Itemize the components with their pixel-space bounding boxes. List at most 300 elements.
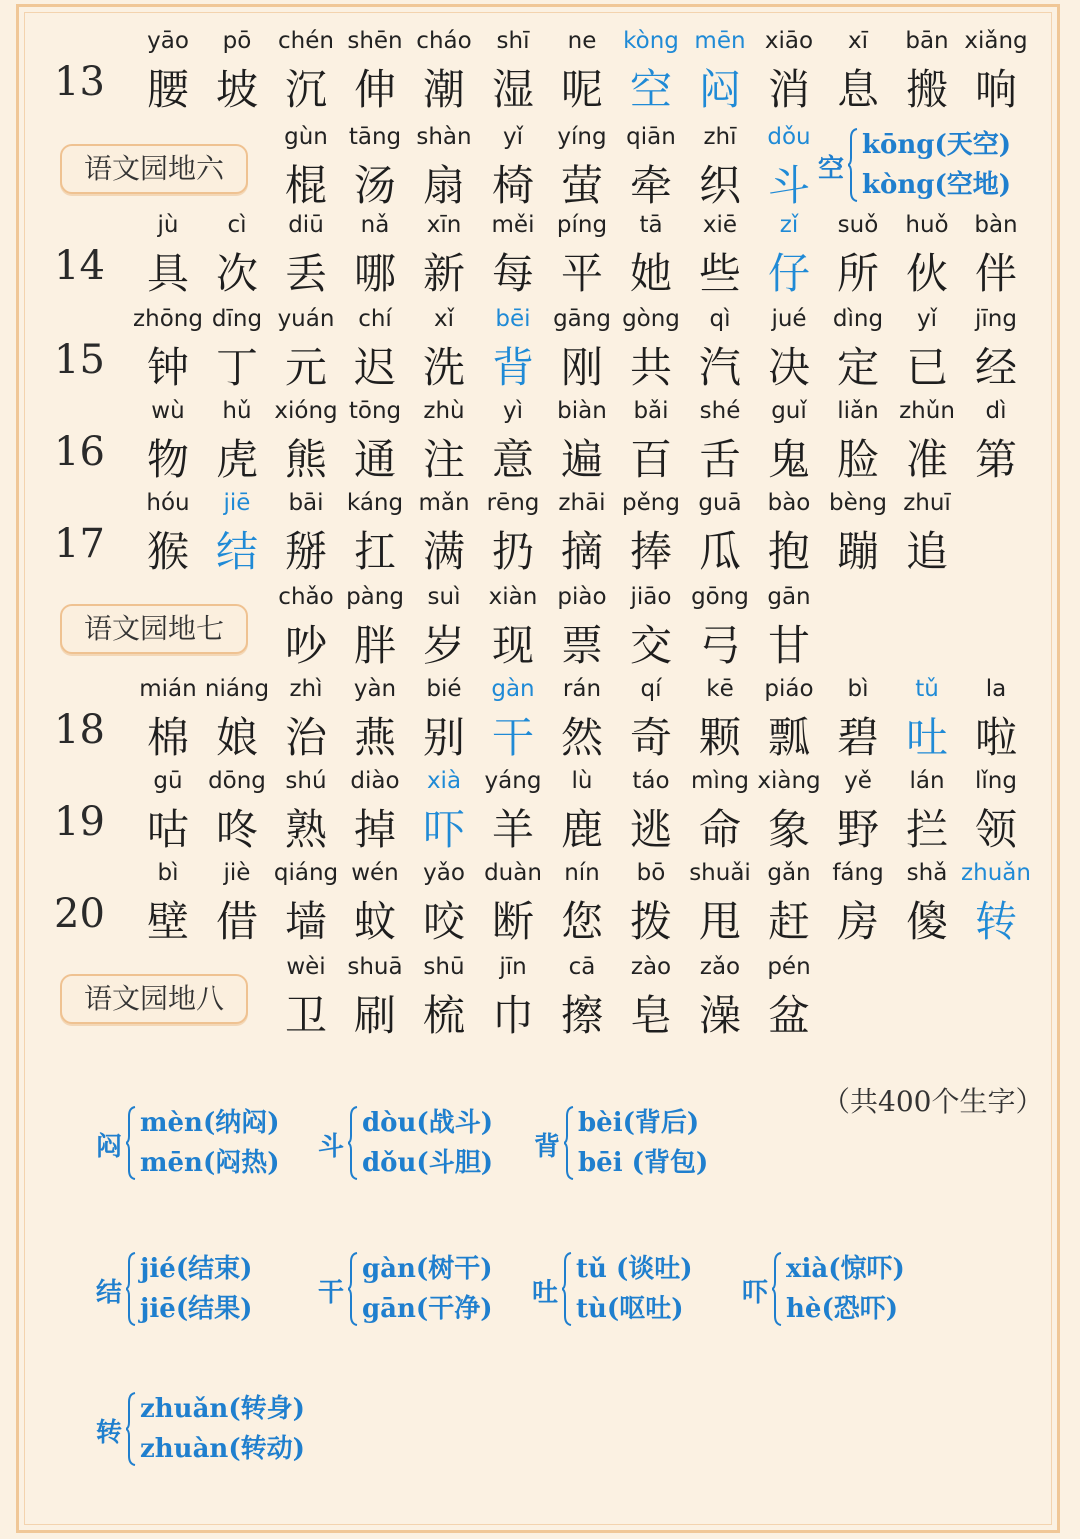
pinyin: diū — [288, 212, 324, 238]
hanzi: 坡 — [215, 65, 258, 114]
hanzi: 萤 — [560, 161, 603, 210]
char-row — [0, 766, 1080, 858]
hanzi: 织 — [698, 161, 741, 210]
pinyin: xióng — [274, 398, 338, 424]
polyphone-group — [318, 1098, 518, 1194]
pinyin: dì — [985, 398, 1007, 424]
pinyin: guǐ — [771, 398, 807, 424]
pinyin: zhuī — [903, 490, 951, 516]
pinyin: káng — [346, 490, 404, 516]
pinyin: yì — [502, 398, 523, 424]
polyphone-reading-1: dòu(战斗) — [362, 1108, 494, 1138]
pinyin: dīng — [211, 306, 263, 332]
pinyin: bié — [426, 676, 462, 702]
pinyin: xī — [847, 28, 868, 54]
brace-icon — [348, 1252, 358, 1326]
hanzi: 追 — [905, 527, 948, 576]
pinyin: zhuǎn — [961, 860, 1031, 886]
pinyin: bì — [157, 860, 179, 886]
polyphone-char: 干 — [318, 1278, 345, 1308]
pinyin: mēn — [694, 28, 746, 54]
hanzi: 摘 — [560, 527, 603, 576]
hanzi: 掉 — [353, 805, 396, 854]
hanzi: 消 — [767, 65, 810, 114]
pinyin: zhāi — [558, 490, 606, 516]
pinyin: yě — [844, 768, 872, 794]
brace-icon — [848, 128, 858, 202]
hanzi: 虎 — [215, 435, 258, 484]
char-row — [0, 210, 1080, 302]
hanzi: 领 — [974, 805, 1017, 854]
brace-icon — [126, 1252, 136, 1326]
hanzi: 弓 — [698, 621, 741, 670]
hanzi: 啦 — [974, 713, 1017, 762]
pinyin: niáng — [204, 676, 270, 702]
polyphone-char: 转 — [96, 1418, 123, 1448]
polyphone-char: 结 — [96, 1278, 123, 1308]
polyphone-reading-2: zhuàn(转动) — [140, 1434, 305, 1464]
pinyin: tāng — [348, 124, 402, 150]
section-badge: 语文园地六 — [60, 144, 248, 194]
hanzi: 息 — [836, 65, 879, 114]
polyphone-char: 吐 — [532, 1278, 559, 1308]
pinyin: bān — [905, 28, 949, 54]
pinyin: yuán — [277, 306, 335, 332]
pinyin: píng — [556, 212, 608, 238]
polyphone-reading-1: bèi(背后) — [578, 1108, 700, 1138]
polyphone-reading-1: kōng(天空) — [862, 130, 1012, 160]
hanzi: 准 — [905, 435, 948, 484]
hanzi: 碧 — [836, 713, 879, 762]
hanzi: 您 — [560, 897, 603, 946]
lesson-number: 16 — [54, 429, 105, 475]
hanzi: 伙 — [905, 249, 948, 298]
pinyin: shuā — [347, 954, 403, 980]
polyphone-reading-2: gān(干净) — [362, 1294, 493, 1324]
hanzi: 钟 — [146, 343, 189, 392]
char-row — [0, 26, 1080, 118]
hanzi: 捧 — [629, 527, 672, 576]
polyphone-char: 闷 — [96, 1132, 123, 1162]
hanzi: 熊 — [284, 435, 327, 484]
hanzi: 具 — [146, 249, 189, 298]
lesson-number: 13 — [54, 59, 105, 105]
hanzi: 咬 — [422, 897, 465, 946]
pinyin: shàn — [416, 124, 472, 150]
hanzi: 伸 — [353, 65, 396, 114]
hanzi: 扛 — [353, 527, 396, 576]
pinyin: zǐ — [779, 212, 799, 238]
pinyin: yǐ — [502, 124, 523, 150]
polyphone-reading-2: hè(恐吓) — [786, 1294, 899, 1324]
hanzi: 扇 — [422, 161, 465, 210]
hanzi: 壁 — [146, 897, 189, 946]
char-row — [0, 488, 1080, 580]
char-cell — [961, 674, 1031, 766]
hanzi: 奇 — [629, 713, 672, 762]
pinyin: kòng — [623, 28, 679, 54]
brace-icon — [348, 1106, 358, 1180]
pinyin: liǎn — [837, 398, 879, 424]
char-row — [0, 952, 1080, 1044]
hanzi: 墙 — [284, 897, 327, 946]
pinyin: jué — [771, 306, 807, 332]
polyphone-reading-2: dǒu(斗胆) — [362, 1148, 494, 1178]
hanzi: 断 — [491, 897, 534, 946]
inline-polyphone-kong — [818, 120, 1028, 216]
polyphone-reading-2: bēi (背包) — [578, 1148, 709, 1178]
pinyin: mǎn — [418, 490, 470, 516]
hanzi: 熟 — [284, 805, 327, 854]
hanzi: 现 — [491, 621, 534, 670]
pinyin: huǒ — [905, 212, 949, 238]
pinyin: duàn — [484, 860, 542, 886]
pinyin: shú — [285, 768, 327, 794]
polyphone-reading-1: mèn(纳闷) — [140, 1108, 280, 1138]
pinyin: biàn — [557, 398, 607, 424]
pinyin: gòng — [622, 306, 680, 332]
pinyin: xià — [426, 768, 462, 794]
hanzi: 盆 — [767, 991, 810, 1040]
hanzi: 甩 — [698, 897, 741, 946]
pinyin: zhī — [703, 124, 737, 150]
polyphone-reading-2: tù(呕吐) — [576, 1294, 684, 1324]
pinyin: fáng — [832, 860, 884, 886]
hanzi: 然 — [560, 713, 603, 762]
pinyin: chén — [278, 28, 334, 54]
hanzi: 通 — [353, 435, 396, 484]
hanzi: 共 — [629, 343, 672, 392]
char-cell — [961, 396, 1031, 488]
polyphone-reading-2: mēn(闷热) — [140, 1148, 280, 1178]
polyphone-group — [532, 1244, 732, 1340]
polyphone-group — [742, 1244, 942, 1340]
hanzi: 响 — [974, 65, 1017, 114]
hanzi: 瓢 — [767, 713, 810, 762]
polyphone-char: 斗 — [318, 1132, 345, 1162]
pinyin: dōng — [208, 768, 266, 794]
pinyin: bēi — [495, 306, 531, 332]
pinyin: gàn — [491, 676, 535, 702]
pinyin: yíng — [557, 124, 607, 150]
hanzi: 些 — [698, 249, 741, 298]
hanzi: 刚 — [560, 343, 603, 392]
hanzi: 斗 — [767, 161, 810, 210]
pinyin: xǐ — [433, 306, 454, 332]
pinyin: tōng — [348, 398, 402, 424]
hanzi: 意 — [491, 435, 534, 484]
pinyin: chí — [358, 306, 392, 332]
brace-icon — [562, 1252, 572, 1326]
pinyin: xiē — [702, 212, 738, 238]
hanzi: 潮 — [422, 65, 465, 114]
polyphone-reading-1: tǔ (谈吐) — [576, 1254, 693, 1284]
polyphone-group — [96, 1384, 305, 1480]
pinyin: qiān — [626, 124, 676, 150]
lesson-number: 15 — [54, 337, 105, 383]
pinyin: yāo — [147, 28, 189, 54]
pinyin: tǔ — [915, 676, 939, 702]
pinyin: jù — [157, 212, 179, 238]
pinyin: bàn — [974, 212, 1018, 238]
hanzi: 物 — [146, 435, 189, 484]
pinyin: suì — [427, 584, 461, 610]
hanzi: 甘 — [767, 621, 810, 670]
char-cell — [754, 952, 824, 1044]
pinyin: shū — [423, 954, 465, 980]
pinyin: shēn — [347, 28, 403, 54]
pinyin: yǐ — [916, 306, 937, 332]
hanzi: 百 — [629, 435, 672, 484]
hanzi: 转 — [974, 897, 1017, 946]
hanzi: 蚊 — [353, 897, 396, 946]
section-badge: 语文园地八 — [60, 974, 248, 1024]
hanzi: 汤 — [353, 161, 396, 210]
hanzi: 决 — [767, 343, 810, 392]
pinyin: xiàng — [757, 768, 821, 794]
hanzi: 闷 — [698, 65, 741, 114]
polyphone-reading-1: xià(惊吓) — [786, 1254, 905, 1284]
char-cell — [961, 26, 1031, 118]
hanzi: 咕 — [146, 805, 189, 854]
hanzi: 结 — [215, 527, 258, 576]
hanzi: 梳 — [422, 991, 465, 1040]
hanzi: 票 — [560, 621, 603, 670]
pinyin: mìng — [691, 768, 749, 794]
hanzi: 抱 — [767, 527, 810, 576]
lesson-number: 14 — [54, 243, 105, 289]
hanzi: 吓 — [422, 805, 465, 854]
pinyin: gǎn — [767, 860, 811, 886]
hanzi: 满 — [422, 527, 465, 576]
hanzi: 借 — [215, 897, 258, 946]
hanzi: 丢 — [284, 249, 327, 298]
hanzi: 猴 — [146, 527, 189, 576]
hanzi: 搬 — [905, 65, 948, 114]
char-row — [0, 582, 1080, 674]
hanzi: 新 — [422, 249, 465, 298]
hanzi: 野 — [836, 805, 879, 854]
pinyin: suǒ — [837, 212, 879, 238]
pinyin: qì — [709, 306, 731, 332]
pinyin: pěng — [622, 490, 680, 516]
hanzi: 别 — [422, 713, 465, 762]
hanzi: 干 — [491, 713, 534, 762]
hanzi: 沉 — [284, 65, 327, 114]
pinyin: yàn — [353, 676, 397, 702]
char-cell — [754, 582, 824, 674]
hanzi: 交 — [629, 621, 672, 670]
pinyin: wén — [351, 860, 399, 886]
pinyin: lán — [909, 768, 945, 794]
hanzi: 象 — [767, 805, 810, 854]
char-cell — [961, 766, 1031, 858]
hanzi: 巾 — [491, 991, 534, 1040]
pinyin: jīng — [975, 306, 1017, 332]
pinyin: jiāo — [630, 584, 672, 610]
pinyin: hǔ — [222, 398, 252, 424]
pinyin: cháo — [416, 28, 472, 54]
hanzi: 赶 — [767, 897, 810, 946]
pinyin: gāng — [553, 306, 611, 332]
hanzi: 傻 — [905, 897, 948, 946]
pinyin: pō — [222, 28, 252, 54]
hanzi: 娘 — [215, 713, 258, 762]
pinyin: yǎo — [423, 860, 465, 886]
hanzi: 注 — [422, 435, 465, 484]
pinyin: zhǔn — [899, 398, 955, 424]
pinyin: shuǎi — [689, 860, 751, 886]
polyphone-char: 空 — [818, 154, 845, 184]
polyphone-char: 吓 — [742, 1278, 769, 1308]
hanzi: 卫 — [284, 991, 327, 1040]
hanzi: 瓜 — [698, 527, 741, 576]
pinyin: lǐng — [975, 768, 1017, 794]
hanzi: 拨 — [629, 897, 672, 946]
pinyin: gū — [153, 768, 183, 794]
pinyin: tā — [639, 212, 663, 238]
polyphone-group — [96, 1098, 296, 1194]
lesson-number: 20 — [54, 891, 105, 937]
polyphone-group — [534, 1098, 734, 1194]
pinyin: chǎo — [278, 584, 334, 610]
hanzi: 舌 — [698, 435, 741, 484]
hanzi: 腰 — [146, 65, 189, 114]
pinyin: měi — [491, 212, 535, 238]
pinyin: jīn — [499, 954, 527, 980]
hanzi: 遍 — [560, 435, 603, 484]
lesson-number: 19 — [54, 799, 105, 845]
pinyin: qiáng — [273, 860, 339, 886]
polyphone-reading-2: kòng(空地) — [862, 170, 1012, 200]
hanzi: 每 — [491, 249, 534, 298]
pinyin: ne — [567, 28, 597, 54]
char-cell — [961, 210, 1031, 302]
brace-icon — [772, 1252, 782, 1326]
hanzi: 蹦 — [836, 527, 879, 576]
hanzi: 空 — [629, 65, 672, 114]
polyphone-group — [96, 1244, 296, 1340]
hanzi: 牵 — [629, 161, 672, 210]
hanzi: 汽 — [698, 343, 741, 392]
pinyin: gōng — [691, 584, 749, 610]
pinyin: táo — [632, 768, 670, 794]
pinyin: zào — [630, 954, 672, 980]
pinyin: zhì — [289, 676, 323, 702]
hanzi: 第 — [974, 435, 1017, 484]
pinyin: rán — [562, 676, 602, 702]
char-cell — [754, 122, 824, 214]
hanzi: 擦 — [560, 991, 603, 1040]
pinyin: bō — [636, 860, 666, 886]
pinyin: kē — [706, 676, 734, 702]
hanzi: 已 — [905, 343, 948, 392]
polyphone-reading-1: zhuǎn(转身) — [140, 1394, 305, 1424]
hanzi: 棉 — [146, 713, 189, 762]
pinyin: dìng — [832, 306, 884, 332]
hanzi: 定 — [836, 343, 879, 392]
pinyin: jiē — [223, 490, 251, 516]
hanzi: 她 — [629, 249, 672, 298]
char-cell — [961, 304, 1031, 396]
pinyin: xīn — [426, 212, 462, 238]
hanzi: 羊 — [491, 805, 534, 854]
pinyin: yáng — [484, 768, 542, 794]
char-row — [0, 304, 1080, 396]
hanzi: 哪 — [353, 249, 396, 298]
brace-icon — [126, 1392, 136, 1466]
pinyin: rēng — [486, 490, 540, 516]
hanzi: 扔 — [491, 527, 534, 576]
hanzi: 鬼 — [767, 435, 810, 484]
char-row — [0, 674, 1080, 766]
hanzi: 颗 — [698, 713, 741, 762]
hanzi: 咚 — [215, 805, 258, 854]
pinyin: shī — [496, 28, 530, 54]
hanzi: 丁 — [215, 343, 258, 392]
pinyin: zhù — [423, 398, 465, 424]
pinyin: jiè — [223, 860, 251, 886]
hanzi: 皂 — [629, 991, 672, 1040]
polyphone-reading-1: jié(结束) — [140, 1254, 253, 1284]
hanzi: 吐 — [905, 713, 948, 762]
pinyin: piáo — [764, 676, 814, 702]
pinyin: bèng — [829, 490, 887, 516]
lesson-number: 17 — [54, 521, 105, 567]
char-cell — [892, 488, 962, 580]
hanzi: 经 — [974, 343, 1017, 392]
pinyin: mián — [139, 676, 197, 702]
char-row — [0, 396, 1080, 488]
lesson-number: 18 — [54, 707, 105, 753]
pinyin: nǎ — [360, 212, 390, 238]
pinyin: dǒu — [767, 124, 811, 150]
pinyin: guā — [698, 490, 742, 516]
hanzi: 伴 — [974, 249, 1017, 298]
pinyin: cā — [568, 954, 596, 980]
pinyin: gān — [767, 584, 811, 610]
hanzi: 迟 — [353, 343, 396, 392]
hanzi: 鹿 — [560, 805, 603, 854]
pinyin: bào — [767, 490, 811, 516]
pinyin: diào — [350, 768, 400, 794]
hanzi: 房 — [836, 897, 879, 946]
hanzi: 湿 — [491, 65, 534, 114]
total-count-note: （共400个生字） — [822, 1085, 1044, 1118]
pinyin: piào — [557, 584, 607, 610]
pinyin: pàng — [346, 584, 404, 610]
pinyin: xiǎng — [964, 28, 1028, 54]
hanzi: 背 — [491, 343, 534, 392]
polyphone-reading-1: gàn(树干) — [362, 1254, 493, 1284]
brace-icon — [564, 1106, 574, 1180]
hanzi: 燕 — [353, 713, 396, 762]
pinyin: bì — [847, 676, 869, 702]
hanzi: 岁 — [422, 621, 465, 670]
hanzi: 平 — [560, 249, 603, 298]
hanzi: 吵 — [284, 621, 327, 670]
brace-icon — [126, 1106, 136, 1180]
pinyin: gùn — [284, 124, 328, 150]
hanzi: 次 — [215, 249, 258, 298]
hanzi: 棍 — [284, 161, 327, 210]
hanzi: 拦 — [905, 805, 948, 854]
hanzi: 掰 — [284, 527, 327, 576]
hanzi: 洗 — [422, 343, 465, 392]
char-cell — [961, 858, 1031, 950]
pinyin: nín — [564, 860, 600, 886]
char-row — [0, 858, 1080, 950]
